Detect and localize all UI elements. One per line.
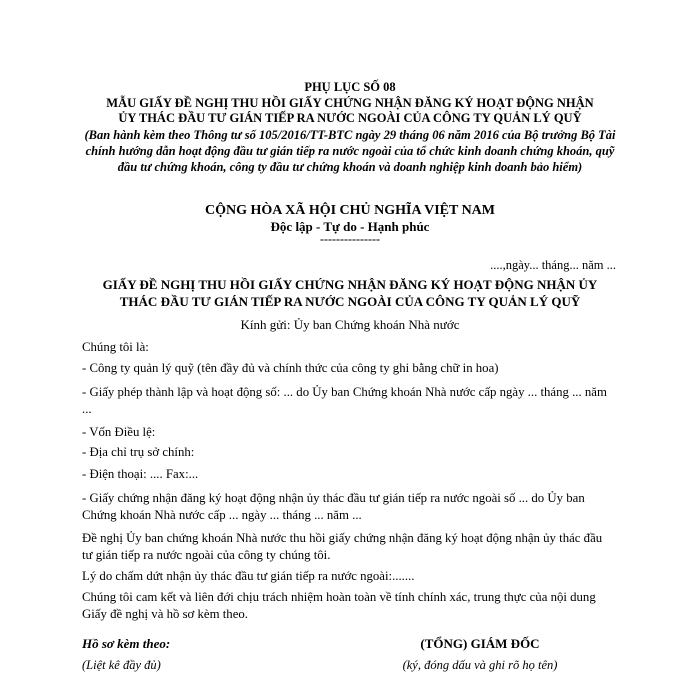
director-signature-note: (ký, đóng dấu và ghi rõ họ tên) bbox=[402, 658, 558, 672]
document-title bbox=[80, 276, 620, 310]
commitment-paragraph: Chúng tôi cam kết và liên đới chịu trách nhiệm hoàn toàn về tính chính xác, trung thực của nội dung Giấy đề nghị và hồ sơ kèm theo. bbox=[82, 590, 596, 621]
address-field: - Địa chỉ trụ sở chính: bbox=[82, 445, 195, 459]
form-title bbox=[80, 96, 620, 126]
dateline: ....,ngày... tháng... năm ... bbox=[490, 258, 616, 272]
form-title-line2: ỦY THÁC ĐẦU TƯ GIÁN TIẾP RA NƯỚC NGOÀI CỦA CÔNG TY QUẢN LÝ QUỸ bbox=[118, 111, 582, 125]
document-title-line2: THÁC ĐẦU TƯ GIÁN TIẾP RA NƯỚC NGOÀI CỦA CÔNG TY QUẢN LÝ QUỸ bbox=[119, 294, 581, 309]
request-paragraph: Đề nghị Ủy ban chứng khoán Nhà nước thu hồi giấy chứng nhận đăng ký hoạt động nhận ủy thác đầu tư gián tiếp ra nước ngoài của công ty chúng tôi. bbox=[82, 531, 603, 562]
appendix-label: PHỤ LỤC SỐ 08 bbox=[304, 80, 396, 94]
national-motto: Độc lập - Tự do - Hạnh phúc bbox=[270, 219, 430, 234]
company-field: - Công ty quản lý quỹ (tên đầy đủ và chính thức của công ty ghi bằng chữ in hoa) bbox=[82, 361, 499, 375]
reason-field: Lý do chấm dứt nhận ủy thác đầu tư gián tiếp ra nước ngoài:....... bbox=[82, 569, 415, 583]
attachments-heading: Hồ sơ kèm theo: bbox=[82, 636, 171, 651]
national-name: CỘNG HÒA XÃ HỘI CHỦ NGHĨA VIỆT NAM bbox=[204, 203, 495, 218]
document-title-line1: GIẤY ĐỀ NGHỊ THU HỒI GIẤY CHỨNG NHẬN ĐĂNG KÝ HOẠT ĐỘNG NHẬN ỦY bbox=[102, 277, 598, 292]
form-title-line1: MẪU GIẤY ĐỀ NGHỊ THU HỒI GIẤY CHỨNG NHẬN ĐĂNG KÝ HOẠT ĐỘNG NHẬN bbox=[106, 96, 594, 110]
capital-field: - Vốn Điều lệ: bbox=[82, 425, 156, 439]
certificate-field: - Giấy chứng nhận đăng ký hoạt động nhận ủy thác đầu tư gián tiếp ra nước ngoài số ... do Ủy ban Chứng khoán Nhà nước cấp ... ngày ... tháng ... năm ... bbox=[82, 491, 585, 522]
phone-fax-field: - Điện thoại: .... Fax:... bbox=[82, 467, 199, 481]
issued-note: (Ban hành kèm theo Thông tư số 105/2016/TT-BTC ngày 29 tháng 06 năm 2016 của Bộ trưởng Bộ Tài chính hướng dẫn hoạt động đầu tư gián tiếp ra nước ngoài của tổ chức kinh doanh chứng khoán, quỹ đầu tư chứng khoán, công ty đầu tư chứng khoán và doanh nghiệp kinh doanh bảo hiểm) bbox=[84, 128, 616, 174]
motto-separator: --------------- bbox=[320, 232, 380, 246]
attachments-note: (Liệt kê đầy đủ) bbox=[82, 658, 161, 672]
greeting: Kính gửi: Ủy ban Chứng khoán Nhà nước bbox=[240, 317, 460, 332]
intro-text: Chúng tôi là: bbox=[82, 340, 149, 354]
license-field: - Giấy phép thành lập và hoạt động số: ... do Ủy ban Chứng khoán Nhà nước cấp ngày ... tháng ... năm ... bbox=[82, 385, 607, 416]
director-heading: (TỔNG) GIÁM ĐỐC bbox=[420, 636, 540, 651]
